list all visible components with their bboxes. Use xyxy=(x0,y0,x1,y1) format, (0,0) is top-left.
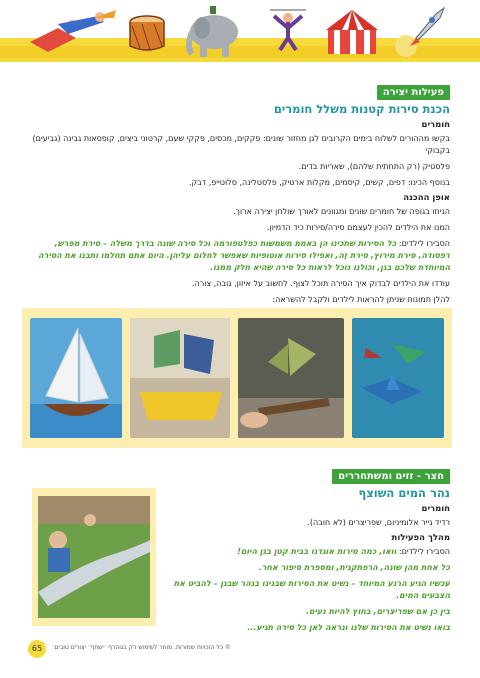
section-tag-crafts: פעילות יצירה xyxy=(377,85,450,100)
flying-heroes-illustration xyxy=(28,8,118,56)
activity-section-yard xyxy=(150,464,450,638)
explain-text: בין כן אם שפריצרים, בחוץ להיות נעים. xyxy=(305,607,450,616)
explain-text: עכשיו הגיע הרגע המיוחד – נשיט את הסירות שבנינו בנהר שבגן – להביט את הצבעים המים. xyxy=(173,579,450,600)
materials-heading: חומרים xyxy=(421,120,450,130)
explanation-paragraph xyxy=(150,546,450,558)
section-title-boats: הכנת סירות קטנות משלל חומרים xyxy=(273,102,450,116)
photo-stick-leaf-boat xyxy=(238,318,344,438)
explain-text: כל אחת מהן שונה, הרפתקנית, ומספרת סיפור אחר. xyxy=(258,563,450,572)
section-tag-yard: חצר - זזים ומשתחררים xyxy=(332,469,450,484)
boat-photos-band xyxy=(22,308,452,448)
copyright-notice: © כל הזכויות שמורות. מותר לשימוש רק בגוהרף ׳ישתף׳ יצורים טובים׳ xyxy=(52,644,231,651)
explain-prefix: הסבירו לילדים: xyxy=(398,547,450,556)
drum-icon xyxy=(128,14,166,54)
explain-text: בואו נשיט את הסירות שלנו ונראה לאן כל סירה תגיע... xyxy=(247,623,450,632)
materials-heading: חומרים xyxy=(421,504,450,514)
explain-text: אוטופיות שאפשר לחלום עליהן. היום אתם תחלמו ותבנו את הסירה המיוחדת שלכם בגן, וכולנו נוכל לראות כל סירה xyxy=(38,251,450,272)
materials-line: בנוסף הכינו: דפים, קשים, קיסמים, מקלות ארטיק, פלסטלינה, סלוטייפ, דבק. xyxy=(188,178,450,187)
page-footer xyxy=(28,640,450,656)
materials-line: בקשו מההורים לשלוח בימים הקרובים לגן מחזור שונים: פקקים, מכסים, פקקי שעם, קרטוני ביצים, קופסאות גבינה (גביעים) בקבוקי xyxy=(32,134,450,155)
materials-line: רדיד נייר אלומיניום, שפריצרים (לא חובה). xyxy=(307,518,450,527)
page-number: 65 xyxy=(28,640,46,658)
river-photo-frame xyxy=(32,488,156,626)
section-title-river: נהר המים השוצף xyxy=(358,486,450,500)
procedure-line: הניחו בגופה של חומרים שונים ומגוונים לאורך שולחן יצירה ארוך. xyxy=(233,207,450,216)
header-banner xyxy=(0,0,480,70)
explain-text: כל הסירות שתכינו הן באמת משמשות כפלטפורמה וכל סירה שונה בדרך משלה – סירת מפרש, רפסודה, סירת מירוץ, סירת זֶה, ואפילו סירות xyxy=(54,239,450,260)
photo-sailboat-paper xyxy=(30,318,122,438)
explanation-paragraph xyxy=(28,238,450,274)
photos-intro-line: להלן תמונות שניתן להראות לילדים ולקבל להשראה: xyxy=(272,295,450,304)
rocket-icon xyxy=(392,4,448,60)
procedure-line: המנו את הילדים להכין לעצמם סירה/סירות כיד הדמיון. xyxy=(267,223,450,232)
procedure-heading: אופן ההכנה xyxy=(403,193,450,203)
activity-section-crafts xyxy=(28,80,450,310)
elephant-icon xyxy=(182,6,246,58)
explain-prefix: הסבירו לילדים: xyxy=(398,239,450,248)
photo-egg-carton-boat xyxy=(130,318,230,438)
explain-text: שהיא חלק ממנו. xyxy=(210,263,273,272)
circus-tent-icon xyxy=(324,8,380,56)
photo-paper-boats-water xyxy=(352,318,444,438)
acrobat-icon xyxy=(268,6,308,52)
explain-text: וואו, כמה סירות אוגדנו בבית קטן בגן היום! xyxy=(237,547,397,556)
materials-line: פלסטיק (רק התחתית שלהם), שאריות בדים. xyxy=(298,162,450,171)
trial-line: עודדו את הילדים לבדוק איך הסירה תוכל לצוף. לחשוב על איזון, גובה, צורה. xyxy=(191,279,450,288)
photo-foil-river xyxy=(38,496,150,618)
procedure-heading: מהלך הפעילות xyxy=(391,533,450,543)
